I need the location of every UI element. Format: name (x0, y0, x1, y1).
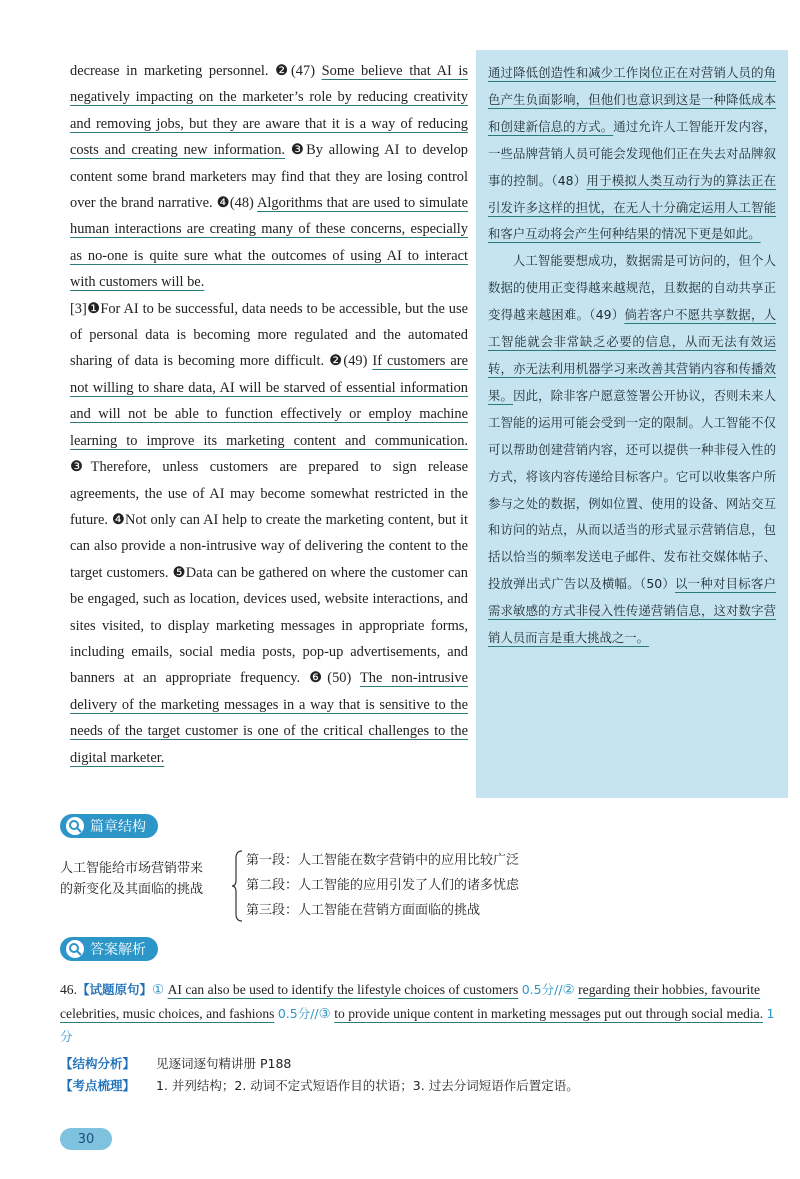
chunk-1: AI can also be used to identify the lifestyle choices of customers (167, 982, 519, 997)
text-segment: ❷(49) (329, 353, 373, 370)
underlined-sentence: 以一种对目标客户需求敏感的方式非侵入性传递营销信息，这对数字营销人员而言是重大挑战之一。 (488, 576, 776, 646)
chunk-marker-2: ② (562, 982, 575, 997)
english-passage (70, 58, 468, 771)
answer-sentence (60, 978, 784, 1049)
question-number: 46. (60, 982, 77, 997)
text-segment: 通过允许人工智能开发内容，一些品牌营销人员可能会发现他们正在失去对品牌叙事的控制。（48） (488, 118, 777, 188)
score-2: 0.5分 (277, 1005, 311, 1021)
answer-label: 【试题原句】 (77, 982, 153, 997)
separator: // (310, 1005, 319, 1021)
magnifier-icon (66, 940, 84, 958)
structure-analysis-label: 【结构分析】 (60, 1056, 136, 1071)
text-segment: 因此，除非客户愿意签署公开协议，否则未来人工智能的运用可能会受到一定的限制。人工智能不仅可以帮助创建营销内容，还可以提供一种非侵入性的方式，将该内容传递给目标客户。它可以收集客户所参与之处的数据，例如位置、使用的设备、网站交互和访问的站点，从而以适当的形式显示营销信息，包括以恰当的频率发送电子邮件、发布社交媒体帖子、投放弹出式广告以及横幅。（50） (488, 387, 777, 592)
underlined-sentence: Algorithms that are used to simulate human interactions are creating many of these concerns, especially as no-one is quite sure what the outcomes of using AI to interact with customers will be. (70, 195, 468, 291)
underlined-sentence: 通过降低创造性和减少工作岗位正在对营销人员的角色产生负面影响，但他们也意识到这是一种降低成本和创建新信息的方式。 (488, 65, 776, 134)
structure-item: 第二段：人工智能的应用引发了人们的诸多忧虑 (246, 878, 520, 893)
chinese-translation (476, 50, 788, 798)
structure-diagram (60, 848, 780, 928)
text-segment: decrease in marketing personnel. (70, 63, 276, 79)
structure-topic (60, 858, 230, 900)
text-segment: 人工智能要想成功，数据需是可访问的，但个人数据的使用正变得越来越规范，且数据的自动共享正变得越来越困难。（49） (488, 253, 776, 323)
english-paragraph-2-end (70, 58, 468, 296)
separator: // (554, 982, 563, 997)
section-tag-answer-label: 答案解析 (90, 942, 146, 958)
structure-analysis-text: 见逐词逐句精讲册 P188 (156, 1056, 292, 1071)
chunk-marker-3: ③ (318, 1005, 331, 1021)
section-tag-structure-label: 篇章结构 (90, 819, 146, 835)
underlined-sentence: If customers are not willing to share data, AI will be starved of essential information and will not be able to function effectively or employ machine learning to improve its marketing content and communication. (70, 353, 468, 449)
magnifier-icon (66, 817, 84, 835)
chinese-paragraph-3 (488, 248, 776, 652)
text-segment: ❹(48) (216, 195, 258, 212)
chinese-paragraph-2-end (488, 60, 776, 248)
text-segment: ❸Therefore, unless customers are prepared to sign release agreements, the use of AI may become somewhat restricted in the future. ❹Not only can AI help to create the marketing content, but it can also provide a non-intrusive way of delivering the content to the target customers. ❺Data can be gathered on where the customer can be engaged, such as location, devices used, website interactions, and sites visited, to display marketing messages in appropriate forms, including emails, social media posts, pop-up advertisements, and banners at an appropriate frequency. (70, 459, 468, 687)
brace-icon (232, 850, 244, 922)
chunk-marker-1: ① (152, 982, 165, 997)
score-3: 1分 (60, 1005, 775, 1044)
text-segment: [3]❶For AI to be successful, data needs to be accessible, but the use of personal data is becoming more regulated and the automated sharing of data is becoming more difficult. (70, 300, 468, 370)
text-segment: ❸By allowing AI to develop content some brand marketers may find that they are losing control over the brand narrative. (70, 142, 468, 212)
section-tag-structure (60, 814, 158, 838)
text-segment: ❷(47) (275, 63, 322, 79)
chunk-3: to provide unique content in marketing messages put out through social media. (334, 1005, 764, 1021)
answer-notes (60, 1053, 579, 1097)
english-paragraph-3 (70, 296, 468, 771)
text-segment: ❻(50) (309, 670, 360, 687)
underlined-sentence: The non-intrusive delivery of the marketing messages in a way that is sensitive to the needs of the target customer is one of the critical challenges to the digital marketer. (70, 670, 468, 766)
key-points-text: 1. 并列结构；2. 动词不定式短语作目的状语；3. 过去分词短语作后置定语。 (156, 1078, 579, 1093)
structure-topic-line1: 人工智能给市场营销带来 (60, 861, 204, 876)
underlined-sentence: 倘若客户不愿共享数据，人工智能就会非常缺乏必要的信息，从而无法有效运转，亦无法利用机器学习来改善其营销内容和传播效果。 (488, 307, 776, 403)
score-1: 0.5分 (521, 982, 555, 997)
underlined-sentence: 用于模拟人类互动行为的算法正在引发许多这样的担忧，在无人十分确定运用人工智能和客户互动将会产生何种结果的情况下更是如此。 (488, 172, 776, 242)
chunk-2: regarding their hobbies, favourite celebrities, music choices, and fashions (60, 982, 761, 1021)
structure-item: 第三段：人工智能在营销方面面临的挑战 (246, 903, 481, 918)
key-points-row (60, 1075, 579, 1097)
underlined-sentence: Some believe that AI is negatively impacting on the marketer’s role by reducing creativity and removing jobs, but they are aware that it is a way of reducing costs and creating new information. (70, 63, 468, 159)
structure-items (246, 848, 519, 923)
structure-topic-line2: 的新变化及其面临的挑战 (60, 882, 204, 897)
structure-analysis-row (60, 1053, 579, 1075)
structure-item: 第一段：人工智能在数字营销中的应用比较广泛 (246, 853, 520, 868)
key-points-label: 【考点梳理】 (60, 1078, 136, 1093)
section-tag-answer (60, 937, 158, 961)
page-number: 30 (60, 1128, 112, 1150)
